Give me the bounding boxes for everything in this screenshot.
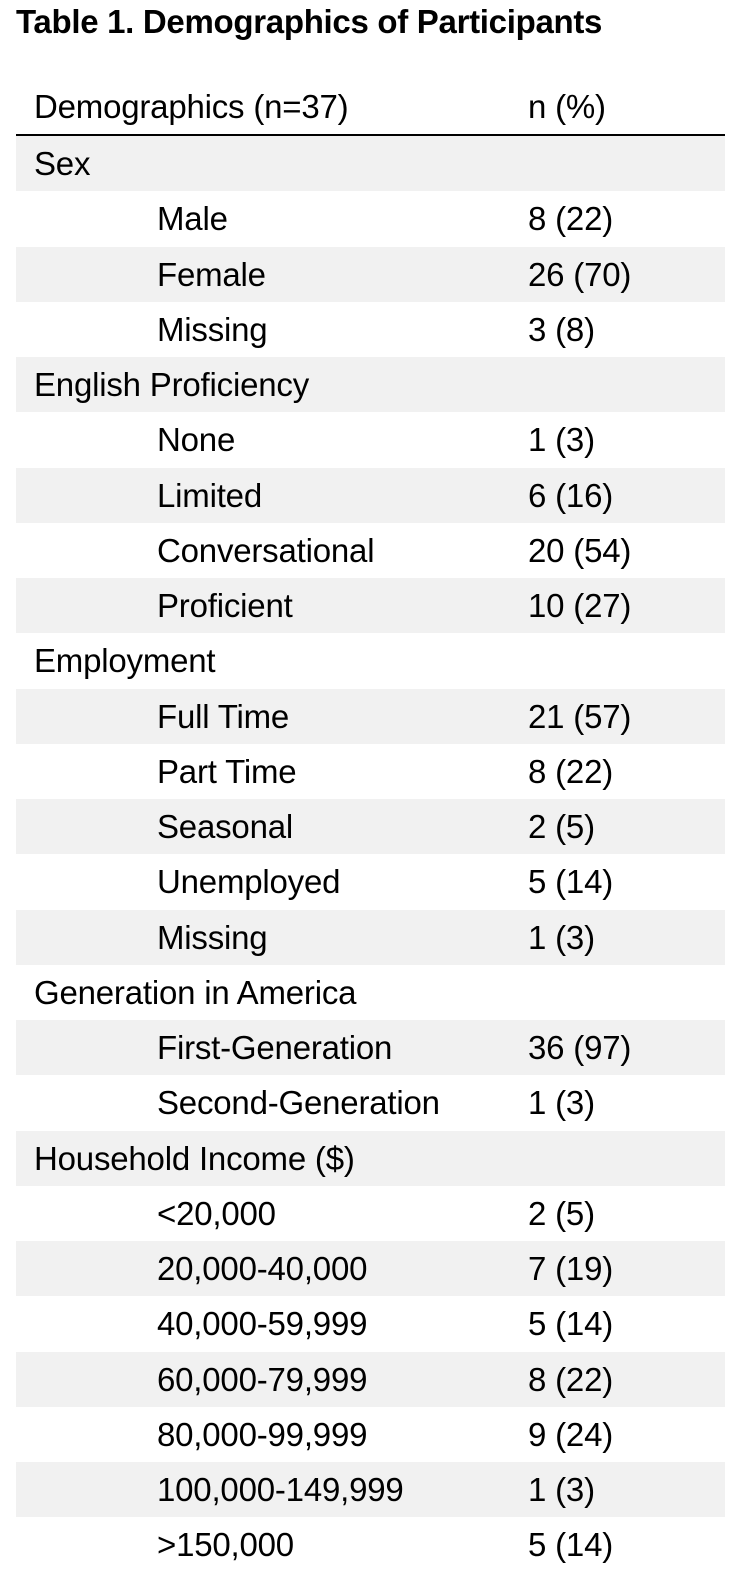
table-row [16, 1517, 725, 1572]
table-row [16, 468, 725, 523]
item-value: 3 (8) [528, 310, 595, 348]
table-row [16, 854, 725, 909]
item-label: None [157, 421, 236, 459]
item-value: 9 (24) [528, 1415, 614, 1453]
item-label: 80,000-99,999 [157, 1415, 368, 1453]
category-row [16, 357, 725, 412]
item-value: 1 (3) [528, 1084, 595, 1122]
item-value: 36 (97) [528, 1029, 632, 1066]
item-value: 8 (22) [528, 1360, 614, 1398]
table-row [16, 1462, 725, 1517]
item-label: Full Time [157, 697, 290, 735]
item-label: Unemployed [157, 863, 341, 901]
table-row [16, 1407, 725, 1462]
table-row [16, 191, 725, 246]
item-value: 5 (14) [528, 1526, 614, 1564]
item-label: Second-Generation [157, 1084, 440, 1122]
item-value: 5 (14) [528, 863, 614, 901]
item-label: First-Generation [157, 1029, 393, 1066]
item-label: Limited [157, 476, 262, 514]
table-header-row [16, 79, 725, 136]
item-value: 6 (16) [528, 476, 614, 514]
item-label: Conversational [157, 531, 375, 569]
table-row [16, 1186, 725, 1241]
item-value: 2 (5) [528, 1194, 595, 1232]
item-value: 2 (5) [528, 808, 595, 845]
category-row [16, 633, 725, 688]
item-value: 20 (54) [528, 531, 632, 569]
table-row [16, 1020, 725, 1075]
category-label: Sex [34, 145, 91, 182]
item-label: Proficient [157, 587, 293, 624]
item-value: 1 (3) [528, 1471, 595, 1508]
item-value: 8 (22) [528, 752, 614, 790]
table-row [16, 910, 725, 965]
table-row [16, 1075, 725, 1130]
table-row [16, 302, 725, 357]
category-label: Generation in America [34, 973, 357, 1011]
column-header-demographics: Demographics (n=37) [34, 88, 349, 125]
item-label: 100,000-149,999 [157, 1471, 404, 1508]
category-label: Household Income ($) [34, 1139, 355, 1177]
table-row [16, 523, 725, 578]
item-label: Male [157, 200, 228, 238]
table-title: Table 1. Demographics of Participants [16, 3, 603, 40]
item-value: 10 (27) [528, 587, 632, 624]
category-label: Employment [34, 642, 216, 680]
table-row [16, 1241, 725, 1296]
category-row [16, 965, 725, 1020]
table-row [16, 1352, 725, 1407]
table-row [16, 799, 725, 854]
category-row [16, 136, 725, 191]
item-label: Missing [157, 310, 268, 348]
item-value: 1 (3) [528, 918, 595, 956]
table-row [16, 744, 725, 799]
item-label: Seasonal [157, 808, 294, 845]
category-label: English Proficiency [34, 366, 309, 403]
item-value: 26 (70) [528, 255, 632, 293]
table-row [16, 578, 725, 633]
item-label: Missing [157, 918, 268, 956]
item-label: Part Time [157, 752, 297, 790]
demographics-table [16, 79, 725, 1573]
table-row [16, 1296, 725, 1351]
item-label: 40,000-59,999 [157, 1305, 368, 1343]
category-row [16, 1131, 725, 1186]
column-header-n-percent: n (%) [528, 88, 606, 125]
item-label: <20,000 [157, 1194, 276, 1232]
item-label: Female [157, 255, 266, 293]
table-row [16, 247, 725, 302]
table-row [16, 689, 725, 744]
item-value: 8 (22) [528, 200, 614, 238]
item-label: 60,000-79,999 [157, 1360, 368, 1398]
item-label: 20,000-40,000 [157, 1250, 368, 1287]
item-value: 21 (57) [528, 697, 632, 735]
table-row [16, 412, 725, 467]
item-value: 7 (19) [528, 1250, 614, 1287]
item-label: >150,000 [157, 1526, 294, 1564]
item-value: 1 (3) [528, 421, 595, 459]
item-value: 5 (14) [528, 1305, 614, 1343]
table-body [16, 136, 725, 1573]
